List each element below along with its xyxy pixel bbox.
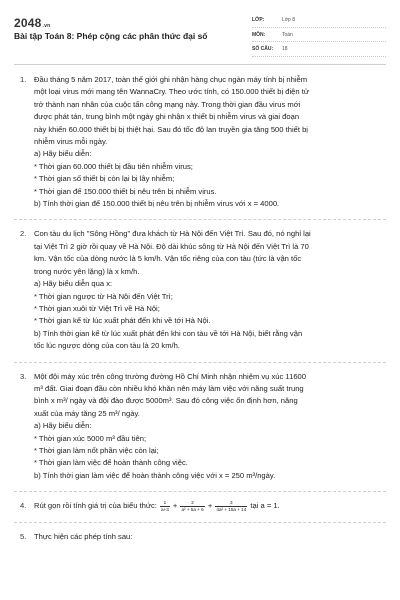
question-text: Rút gọn rồi tính giá trị của biểu thức: xyxy=(34,501,157,511)
question-line: * Thời gian số thiết bị còn lại bị lây nhiễm; xyxy=(34,174,175,184)
question-line: tốc lúc ngược dòng của con tàu là 20 km/h. xyxy=(34,341,180,351)
question-line: một loại virus mới mang tên WannaCry. Theo ước tính, có 150.000 thiết bị điện tử xyxy=(34,87,309,97)
fraction-1 xyxy=(160,500,170,512)
question-line: nhiễm virus mỗi ngày. xyxy=(34,137,108,147)
question-line: a) Hãy biểu diễn qua x: xyxy=(34,279,113,289)
question-body xyxy=(34,74,386,210)
question-divider xyxy=(14,522,386,523)
fraction-denominator: a² + 5a + 6 xyxy=(181,506,204,512)
question-line: Con tàu du lịch "Sông Hồng" đưa khách từ Hà Nội đến Việt Trì. Sau đó, nó nghỉ lại xyxy=(34,229,311,239)
meta-label: LỚP: xyxy=(252,17,265,24)
meta-row-subject xyxy=(252,29,386,43)
question-body xyxy=(34,371,386,483)
question-line: bình x m³/ ngày và đội đào được 5000m³. Sau đó công việc ổn định hơn, năng xyxy=(34,396,298,406)
question-line: * Thời gian để 150.000 thiết bị nêu trên bị nhiễm virus. xyxy=(34,186,217,196)
question-1 xyxy=(14,74,386,217)
question-number: 1. xyxy=(20,75,27,84)
question-line: b) Tính thời gian kể từ lúc xuất phát đến khi con tàu về tới Hà Nội, biết rằng vận xyxy=(34,328,303,338)
question-number: 4. xyxy=(20,501,27,511)
meta-row-count xyxy=(252,43,386,57)
question-text: tại a = 1. xyxy=(250,501,280,511)
question-3 xyxy=(14,371,386,490)
question-line: * Thời gian ngược từ Hà Nội đến Việt Trì; xyxy=(34,291,173,301)
question-number: 5. xyxy=(20,531,27,541)
question-body xyxy=(34,500,386,512)
plus-sign: + xyxy=(207,501,213,511)
header-divider xyxy=(14,64,386,65)
meta-label: SỐ CÂU: xyxy=(252,46,274,53)
question-divider xyxy=(14,219,386,220)
question-line: b) Tính thời gian làm việc để hoàn thành công việc với x = 250 m³/ngày. xyxy=(34,470,276,480)
question-line: * Thời gian làm việc để hoàn thành công việc. xyxy=(34,458,188,468)
question-line: a) Hãy biểu diễn: xyxy=(34,421,92,431)
question-line: km. Vận tốc của dòng nước là 5 km/h. Vận tốc riêng của con tàu (tức là vận tốc xyxy=(34,254,302,264)
page-header xyxy=(0,0,400,64)
meta-value: Toán xyxy=(282,31,293,38)
question-line: Thực hiện các phép tính sau: xyxy=(34,531,133,541)
question-line: a) Hãy biểu diễn: xyxy=(34,149,92,159)
logo-domain: .vn xyxy=(42,23,51,29)
fraction-numerator: 3 xyxy=(230,500,233,506)
question-body xyxy=(34,531,386,543)
question-5 xyxy=(14,531,386,550)
meta-value: 18 xyxy=(282,46,288,53)
question-line: Một đội máy xúc trên công trường đường Hồ Chí Minh nhận nhiệm vụ xúc 11600 xyxy=(34,371,306,381)
question-divider xyxy=(14,362,386,363)
fraction-3 xyxy=(215,500,247,512)
question-4 xyxy=(14,500,386,519)
question-line: xuất của máy tăng 25 m³/ ngày. xyxy=(34,408,140,418)
question-line: trong nước yên lặng) là x km/h. xyxy=(34,266,140,276)
question-number: 3. xyxy=(20,371,27,381)
fraction-numerator: 1 xyxy=(163,500,167,506)
question-list xyxy=(14,74,386,550)
question-line: m³ đất. Giai đoạn đầu còn nhiều khó khăn nên máy làm việc với năng suất trung xyxy=(34,383,304,393)
question-line: này khiến 60.000 thiết bị bị thiệt hại. Sau đó tốc độ lan truyền gia tăng 500 thiết bị xyxy=(34,124,308,134)
question-line: * Thời gian làm nốt phần việc còn lại; xyxy=(34,445,159,455)
question-line: trở thành nạn nhân của cuộc tấn công mạng này. Trong thời gian đầu virus mới xyxy=(34,99,301,109)
meta-value: Lớp 8 xyxy=(282,17,296,24)
question-line: * Thời gian 60.000 thiết bị đầu tiên nhiễm virus; xyxy=(34,161,193,171)
page-title: Bài tập Toán 8: Phép cộng các phân thức đại số xyxy=(14,31,208,41)
question-number: 2. xyxy=(20,229,27,239)
question-body xyxy=(34,228,386,352)
meta-row-class xyxy=(252,14,386,28)
question-line: * Thời gian xúc 5000 m³ đầu tiên; xyxy=(34,433,147,443)
meta-info xyxy=(252,14,386,58)
fraction-numerator: 2 xyxy=(191,500,194,506)
fraction-denominator: 4a² + 15a + 14 xyxy=(216,506,247,512)
fraction-2 xyxy=(180,500,204,512)
question-divider xyxy=(14,491,386,492)
question-2 xyxy=(14,228,386,359)
question-line: * Thời gian kể từ lúc xuất phát đến khi về tới Hà Nội. xyxy=(34,316,211,326)
expression-line xyxy=(34,500,380,512)
question-line: Đầu tháng 5 năm 2017, toàn thế giới ghi nhận hàng chục ngàn máy tính bị nhiễm xyxy=(34,75,308,84)
site-logo[interactable] xyxy=(14,16,50,30)
plus-sign: + xyxy=(172,501,178,511)
question-line: được phát tán, trung bình một ngày ghi nhận x thiết bị nhiễm virus và giai đoạn xyxy=(34,112,300,122)
logo-text: 2048 xyxy=(14,16,42,30)
question-line: b) Tính thời gian để 150.000 thiết bị nêu trên bị nhiễm virus với x = 4000. xyxy=(34,199,280,209)
question-line: * Thời gian xuôi từ Việt Trì về Hà Nội; xyxy=(34,303,160,313)
fraction-denominator: a+3 xyxy=(160,506,169,512)
meta-label: MÔN: xyxy=(252,31,266,38)
question-line: tại Việt Trì 2 giờ rồi quay về Hà Nội. Độ dài khúc sông từ Hà Nội đến Việt Trì là 70 xyxy=(34,241,309,251)
